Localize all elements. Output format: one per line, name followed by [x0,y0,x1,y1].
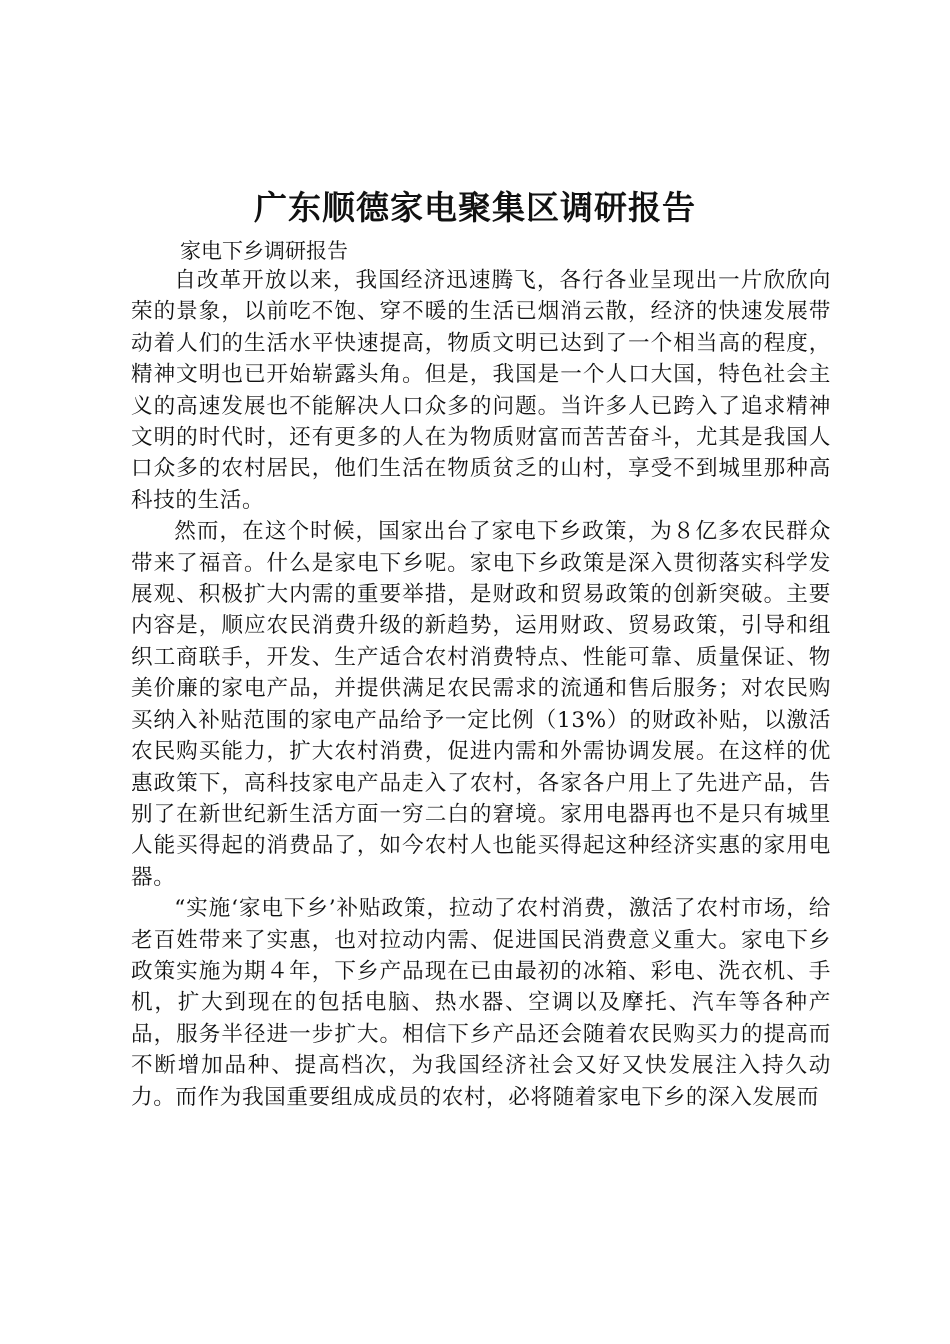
document-title: 广东顺德家电聚集区调研报告 [254,188,696,227]
document-body [131,265,831,1113]
paragraph-1: 自改革开放以来，我国经济迅速腾飞，各行各业呈现出一片欣欣向荣的景象，以前吃不饱、穿不暖的生活已烟消云散，经济的快速发展带动着人们的生活水平快速提高，物质文明已达到了一个相当高的程度，精神文明也已开始崭露头角。但是，我国是一个人口大国，特色社会主义的高速发展也不能解决人口众多的问题。当许多人已跨入了追求精神文明的时代时，还有更多的人在为物质财富而苦苦奋斗，尤其是我国人口众多的农村居民，他们生活在物质贫乏的山村，享受不到城里那种高科技的生活。 [131,268,831,513]
paragraph-2: 然而，在这个时候，国家出台了家电下乡政策，为８亿多农民群众带来了福音。什么是家电下乡呢。家电下乡政策是深入贯彻落实科学发展观、积极扩大内需的重要举措，是财政和贸易政策的创新突破。主要内容是，顺应农民消费升级的新趋势，运用财政、贸易政策，引导和组织工商联手，开发、生产适合农村消费特点、性能可靠、质量保证、物美价廉的家电产品，并提供满足农民需求的流通和售后服务；对农民购买纳入补贴范围的家电产品给予一定比例（13%）的财政补贴，以激活农民购买能力，扩大农村消费，促进内需和外需协调发展。在这样的优惠政策下，高科技家电产品走入了农村，各家各户用上了先进产品，告别了在新世纪新生活方面一穷二白的窘境。家用电器再也不是只有城里人能买得起的消费品了，如今农村人也能买得起这种经济实惠的家用电器。 [131,519,831,890]
paragraph-3: “实施‘家电下乡’补贴政策，拉动了农村消费，激活了农村市场，给老百姓带来了实惠，也对拉动内需、促进国民消费意义重大。家电下乡政策实施为期４年，下乡产品现在已由最初的冰箱、彩电、洗衣机、手机，扩大到现在的包括电脑、热水器、空调以及摩托、汽车等各种产品，服务半径进一步扩大。相信下乡产品还会随着农民购买力的提高而不断增加品种、提高档次，为我国经济社会又好又快发展注入持久动力。而作为我国重要组成成员的农村，必将随着家电下乡的深入发展而 [131,896,831,1110]
document-subtitle: 家电下乡调研报告 [180,239,348,263]
